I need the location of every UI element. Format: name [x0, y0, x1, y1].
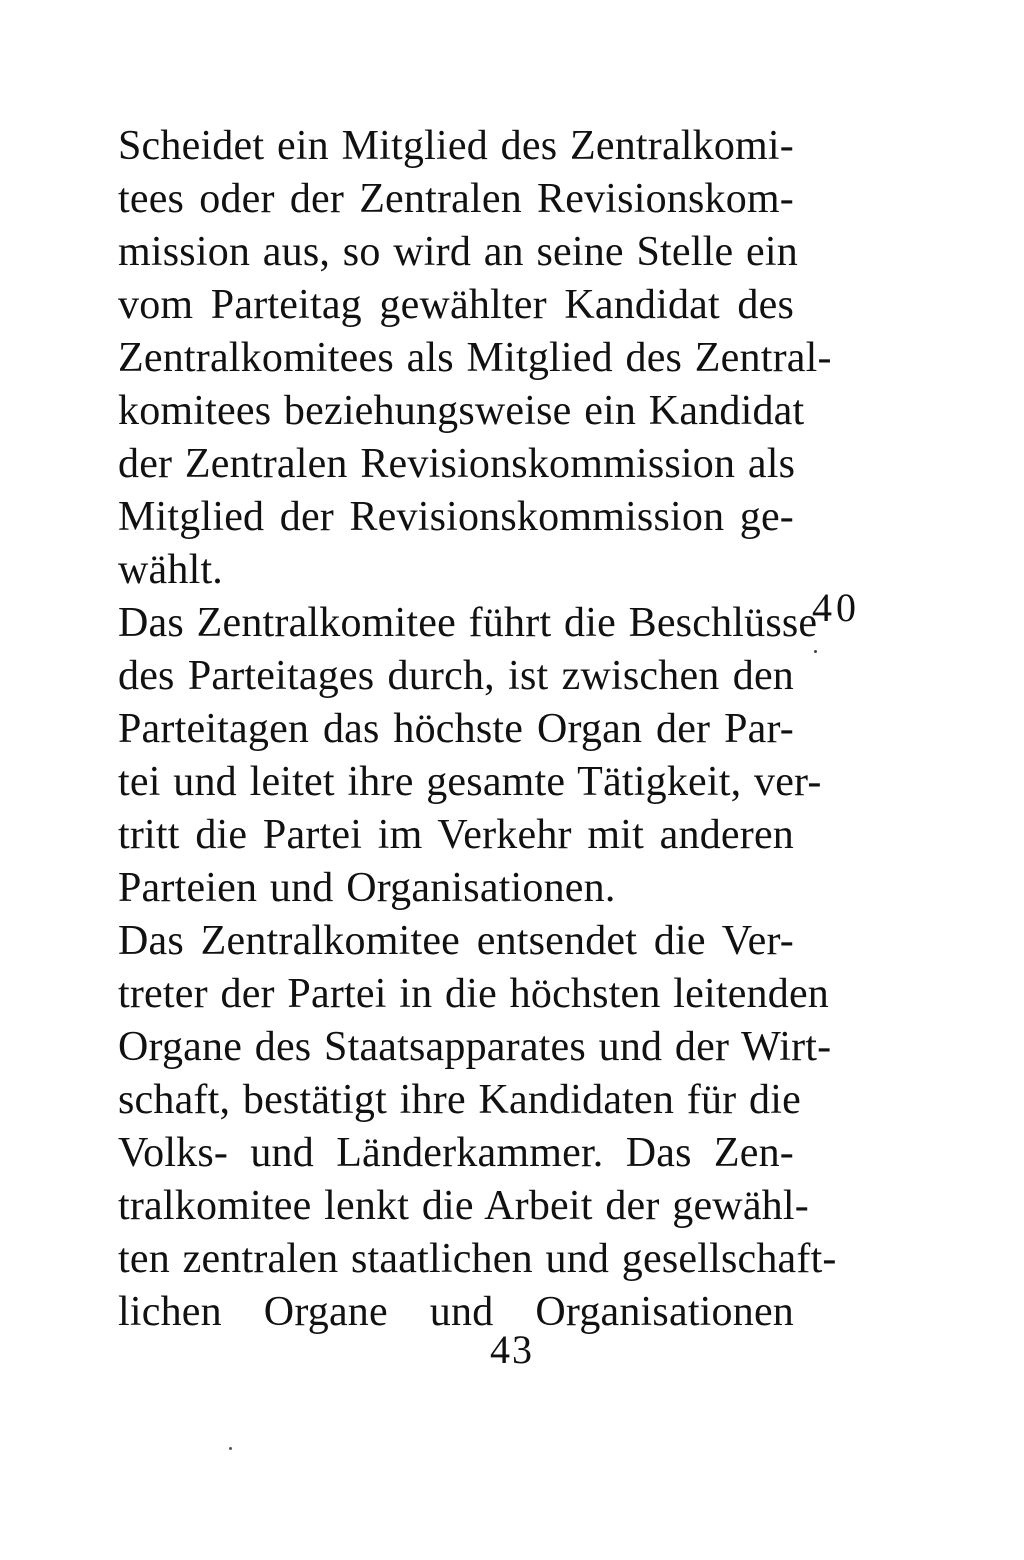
text-line: Volks- und Länderkammer. Das Zen-	[118, 1130, 794, 1176]
text-line: Mitglied der Revisionskommission ge-	[118, 494, 794, 540]
text-line: Organe des Staatsapparates und der Wirt-	[118, 1024, 832, 1070]
margin-number: 40	[812, 585, 860, 630]
text-line: der Zentralen Revisionskommission als	[118, 441, 796, 487]
text-line: tei und leitet ihre gesamte Tätigkeit, ver-	[118, 759, 822, 805]
text-line: des Parteitages durch, ist zwischen den	[118, 653, 794, 699]
page-number: 43	[490, 1327, 534, 1372]
text-line: mission aus, so wird an seine Stelle ein	[118, 229, 798, 275]
text-line: Das Zentralkomitee entsendet die Ver-	[118, 918, 794, 964]
text-line: Das Zentralkomitee führt die Beschlüsse	[118, 600, 818, 646]
text-line: lichen Organe und Organisationen	[118, 1289, 794, 1335]
text-line: tralkomitee lenkt die Arbeit der gewähl-	[118, 1183, 809, 1229]
text-line: Scheidet ein Mitglied des Zentralkomi-	[118, 123, 794, 169]
text-line: Parteien und Organisationen.	[118, 865, 616, 911]
text-line: treter der Partei in die höchsten leitenden	[118, 971, 829, 1017]
speck	[229, 1447, 232, 1450]
text-line: komitees beziehungsweise ein Kandidat	[118, 388, 805, 434]
text-line: vom Parteitag gewählter Kandidat des	[118, 282, 794, 328]
text-line: Zentralkomitees als Mitglied des Zentral-	[118, 335, 832, 381]
text-line: wählt.	[118, 547, 224, 593]
text-line: tees oder der Zentralen Revisionskom-	[118, 176, 794, 222]
text-line: Parteitagen das höchste Organ der Par-	[118, 706, 794, 752]
text-line: tritt die Partei im Verkehr mit anderen	[118, 812, 794, 858]
text-line: schaft, bestätigt ihre Kandidaten für die	[118, 1077, 801, 1123]
margin-dot	[814, 650, 817, 653]
text-line: ten zentralen staatlichen und gesellschaft-	[118, 1236, 837, 1282]
